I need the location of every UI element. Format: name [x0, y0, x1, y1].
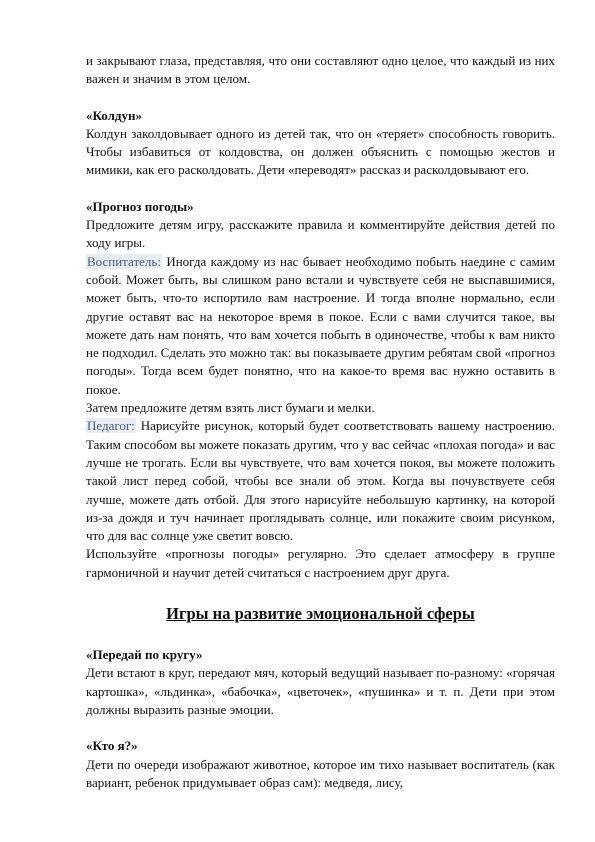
- game-text-kto: Дети по очереди изображают животное, которое им тихо называет воспитатель (как вариант, ребенок придумывает образ сам): медведя, лису,: [86, 756, 555, 790]
- game-title-pogoda: «Прогноз погоды»: [86, 198, 194, 214]
- game-title-koldun: «Колдун»: [86, 107, 142, 123]
- game-text-pogoda-speech2: [86, 417, 555, 545]
- document-page: [86, 52, 555, 792]
- game-text-pogoda-instruction: Затем предложите детям взять лист бумаги и мелки.: [86, 400, 375, 416]
- game-title-kto: «Кто я?»: [86, 738, 138, 754]
- intro-paragraph: и закрывают глаза, представляя, что они составляют одно целое, что каждый из них важен и значим в этом целом.: [86, 53, 555, 87]
- game-text-krug: Дети встают в круг, передают мяч, который ведущий называет по-разному: «горячая картошка», «льдинка», «бабочка», «цветочек», «пушинка» и т. п. Дети при этом должны выразить разные эмоции.: [86, 665, 555, 717]
- game-text-pogoda-speech1: [86, 253, 555, 399]
- speaker-label-vospitatel: Воспитатель:: [87, 253, 161, 269]
- speech-text-2: Нарисуйте рисунок, который будет соответствовать вашему настроению. Таким способом вы можете показать другим, что у вас сейчас «плохая погода» и вас лучше не трогать. Если вы чувствуете, что вам хочется покоя, вы можете положить такой лист перед собой, чтобы все знали об этом. Когда вы почувствуете себя лучше, можете дать отбой. Для этого нарисуйте небольшую картинку, на которой из-за дождя и туч начинает проглядывать солнце, или покажите своим рисунком, что для вас солнце уже светит вовсю.: [86, 418, 555, 544]
- speaker-label-pedagog: Педагог:: [87, 418, 135, 434]
- game-title-krug: «Передай по кругу»: [86, 647, 203, 663]
- section-title: Игры на развитие эмоциональной сферы: [166, 604, 475, 624]
- game-text-pogoda-intro: Предложите детям игру, расскажите правила и комментируйте действия детей по ходу игры.: [86, 217, 555, 251]
- game-text-pogoda-conclusion: Используйте «прогнозы погоды» регулярно. Это сделает атмосферу в группе гармоничной и научит детей считаться с настроением друг друга.: [86, 546, 555, 580]
- speech-text-1: Иногда каждому из нас бывает необходимо побыть наедине с самим собой. Может быть, вы слишком рано встали и чувствуете себя не выспавшимися, может быть, что-то испортило вам настроение. И тогда вполне нормально, если другие оставят вас на некоторое время в покое. Если с вами случится такое, вы можете дать нам понять, что вам хочется побыть в одиночестве, чтобы к вам никто не подходил. Сделать это можно так: вы показываете другим ребятам свой «прогноз погоды». Тогда всем будет понятно, что на какое-то время вас нужно оставить в покое.: [86, 253, 555, 397]
- game-text-koldun: Колдун заколдовывает одного из детей так, что он «теряет» способность говорить. Чтобы избавиться от колдовства, он должен объяснить с помощью жестов и мимики, как его расколдовать. Дети «переводят» рассказ и расколдовывают его.: [86, 125, 555, 178]
